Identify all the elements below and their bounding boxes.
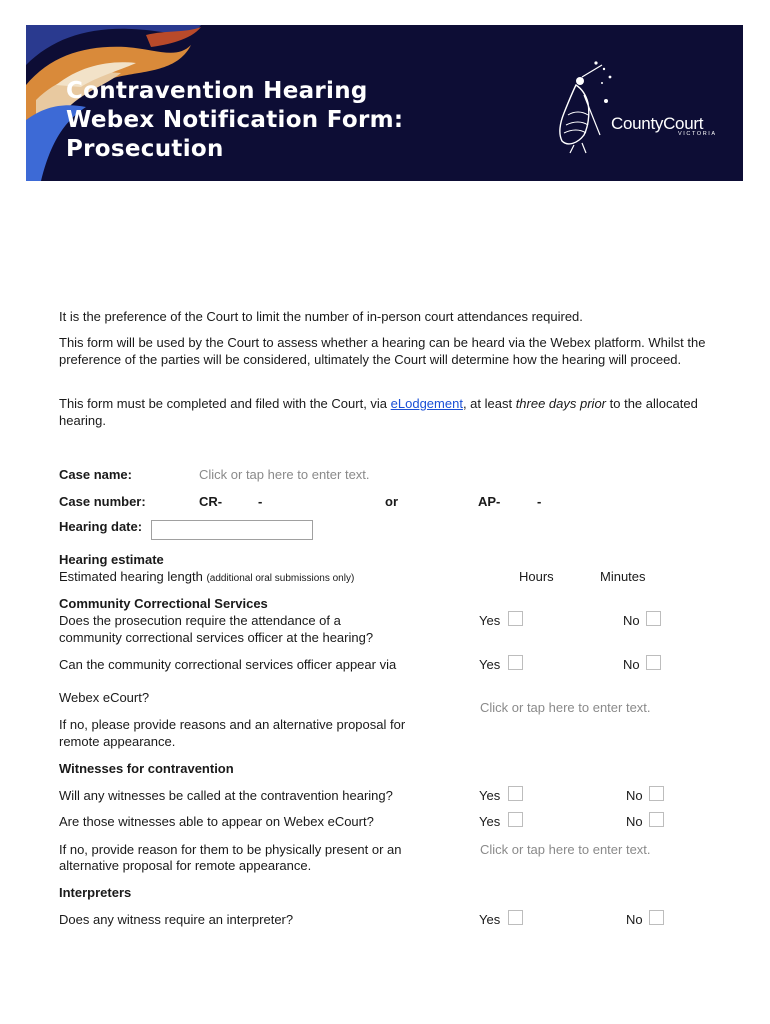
ccs-reason-input[interactable]: Click or tap here to enter text. xyxy=(480,700,651,715)
ccs-q1-yes-checkbox[interactable] xyxy=(508,611,523,626)
witness-question-2: Are those witnesses able to appear on Webex eCourt? xyxy=(59,814,374,829)
interp-yes-checkbox[interactable] xyxy=(508,910,523,925)
title-line-2: Webex Notification Form: xyxy=(66,107,404,133)
witness-q1-no-checkbox[interactable] xyxy=(649,786,664,801)
case-name-label: Case name: xyxy=(59,467,132,482)
ccs-reason-line-1: If no, please provide reasons and an alternative proposal for xyxy=(59,717,406,732)
ap-dash: - xyxy=(537,494,542,509)
hearing-date-field[interactable] xyxy=(151,520,313,540)
title-line-3: Prosecution xyxy=(66,136,224,162)
intro-p3-emphasis: three days prior xyxy=(515,396,607,411)
witness-q2-no-label: No xyxy=(626,814,643,829)
title-line-1: Contravention Hearing xyxy=(66,78,368,104)
interpreters-heading: Interpreters xyxy=(59,885,132,900)
witness-reason-input[interactable]: Click or tap here to enter text. xyxy=(480,842,651,857)
ccs-question-1-line-1: Does the prosecution require the attendance of a xyxy=(59,613,341,628)
witness-heading: Witnesses for contravention xyxy=(59,761,234,776)
form-title xyxy=(66,77,403,164)
estimate-note: (additional oral submissions only) xyxy=(206,573,355,584)
minutes-label: Minutes xyxy=(600,569,646,584)
estimate-label xyxy=(59,568,354,587)
ccs-q2-yes-label: Yes xyxy=(479,657,501,672)
hearing-date-label: Hearing date: xyxy=(59,519,143,534)
ccs-q2-no-checkbox[interactable] xyxy=(646,655,661,670)
ccs-q1-yes-label: Yes xyxy=(479,613,501,628)
intro-paragraph-1: It is the preference of the Court to limit the number of in-person court attendances required. xyxy=(59,309,583,324)
logo-subtext: VICTORIA xyxy=(678,131,717,137)
intro-p3-end: to the allocated hearing. xyxy=(59,396,698,428)
cr-prefix: CR- xyxy=(199,494,223,509)
intro-p3-text: This form must be completed and filed with the Court, via xyxy=(59,396,391,411)
intro-p3-middle: , at least xyxy=(462,396,516,411)
witness-q2-yes-checkbox[interactable] xyxy=(508,812,523,827)
logo-wordmark: CountyCourt xyxy=(611,114,704,133)
ccs-q1-no-label: No xyxy=(623,613,640,628)
cr-dash: - xyxy=(258,494,263,509)
interp-yes-label: Yes xyxy=(479,912,501,927)
header-banner xyxy=(26,25,743,181)
hearing-estimate-heading: Hearing estimate xyxy=(59,552,164,567)
or-label: or xyxy=(385,494,398,509)
interp-no-label: No xyxy=(626,912,643,927)
witness-reason-line-1: If no, provide reason for them to be physically present or an xyxy=(59,842,402,857)
witness-q2-no-checkbox[interactable] xyxy=(649,812,664,827)
case-name-input[interactable]: Click or tap here to enter text. xyxy=(199,467,370,482)
ap-prefix: AP- xyxy=(478,494,501,509)
elodgement-link[interactable]: eLodgement xyxy=(390,396,463,411)
ccs-q2-yes-checkbox[interactable] xyxy=(508,655,523,670)
intro-paragraph-3 xyxy=(59,395,709,429)
ccs-question-2-cont: Webex eCourt? xyxy=(59,690,150,705)
witness-q2-yes-label: Yes xyxy=(479,814,501,829)
witness-q1-yes-label: Yes xyxy=(479,788,501,803)
interp-no-checkbox[interactable] xyxy=(649,910,664,925)
witness-q1-yes-checkbox[interactable] xyxy=(508,786,523,801)
witness-reason-line-2: alternative proposal for remote appearance. xyxy=(59,858,312,873)
interpreter-question-1: Does any witness require an interpreter? xyxy=(59,912,294,927)
ccs-q2-no-label: No xyxy=(623,657,640,672)
ccs-q1-no-checkbox[interactable] xyxy=(646,611,661,626)
ccs-heading: Community Correctional Services xyxy=(59,596,268,611)
ccs-reason-line-2: remote appearance. xyxy=(59,734,176,749)
ccs-question-2: Can the community correctional services officer appear via xyxy=(59,657,397,672)
county-court-logo-icon xyxy=(554,55,614,155)
intro-paragraph-2: This form will be used by the Court to assess whether a hearing can be heard via the Webex platform. Whilst the preference of the parties will be considered, ultimately the Court will determine how the hearing will proceed. xyxy=(59,335,706,367)
witness-q1-no-label: No xyxy=(626,788,643,803)
case-number-label: Case number: xyxy=(59,494,146,509)
hours-label: Hours xyxy=(519,569,554,584)
estimate-label-text: Estimated hearing length xyxy=(59,569,203,584)
witness-question-1: Will any witnesses be called at the contravention hearing? xyxy=(59,788,393,803)
ccs-question-1-line-2: community correctional services officer at the hearing? xyxy=(59,630,374,645)
